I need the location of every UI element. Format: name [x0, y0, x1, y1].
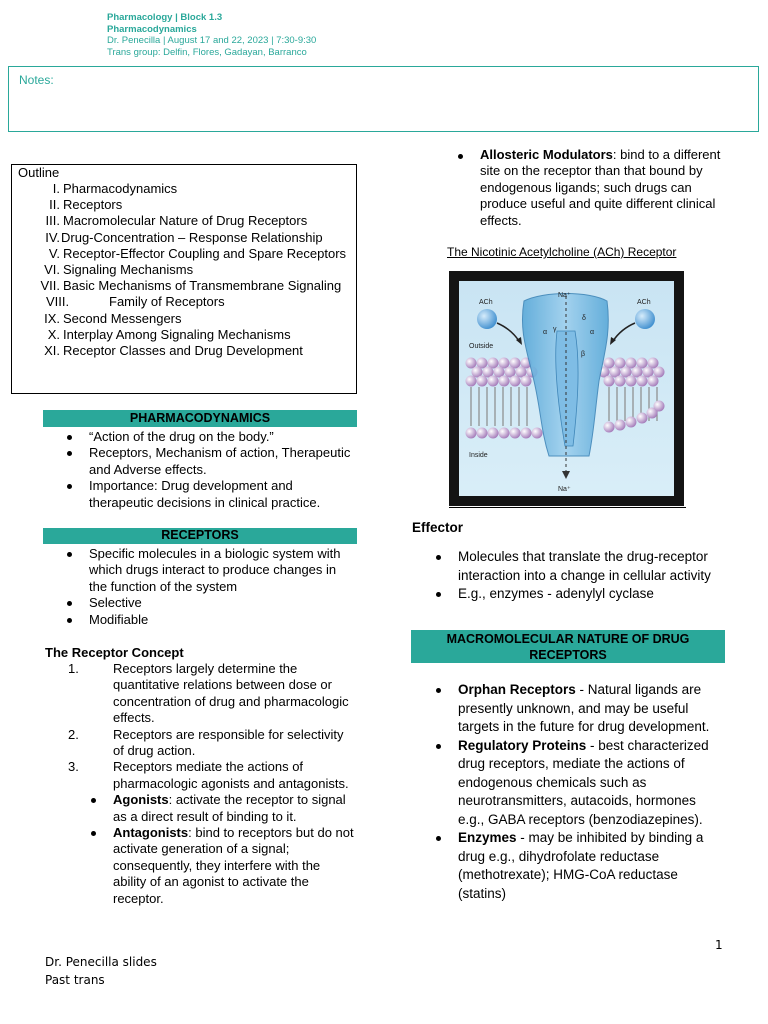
ach-right-label: ACh	[637, 299, 651, 306]
beta-label: β	[581, 351, 586, 358]
footer-source-1: Dr. Penecilla slides	[45, 955, 157, 969]
list-item: “Action of the drug on the body.”	[43, 429, 357, 445]
na-bottom-label: Na⁺	[558, 486, 571, 493]
outline-item: IX. Second Messengers	[44, 310, 182, 326]
receptors-heading: RECEPTORS	[43, 528, 357, 544]
notes-box[interactable]	[8, 66, 759, 132]
outline-item: II. Receptors	[49, 197, 123, 213]
list-item: Receptors, Mechanism of action, Therapeutic and Adverse effects.	[43, 445, 357, 478]
receptors-list	[43, 546, 357, 628]
receptor-diagram	[449, 271, 684, 506]
numbered-item: 3. Receptors mediate the actions of pharmacologic agonists and antagonists.	[68, 759, 349, 791]
footer-sources	[45, 953, 157, 989]
list-item: Enzymes - may be inhibited by binding a drug e.g., dihydrofolate reductase (methotrexate); HMG-CoA reductase (statins)	[412, 829, 722, 903]
ach-left-molecule	[477, 309, 497, 329]
course-title: Pharmacology | Block 1.3	[107, 12, 223, 23]
outline-list	[12, 181, 356, 359]
alpha-label: α	[543, 329, 548, 336]
list-item: Allosteric Modulators: bind to a different site on the receptor than that bound by endogenous ligands; such drugs can produce useful and quite different clinical effects.	[434, 147, 734, 229]
pharmacodynamics-list	[43, 429, 357, 511]
effector-heading: Effector	[412, 520, 464, 535]
outline-item: IV. Drug-Concentration – Response Relationship	[45, 229, 323, 245]
outline-item: III. Macromolecular Nature of Drug Receptors	[45, 213, 308, 229]
receptor-concept-heading: The Receptor Concept	[45, 645, 184, 660]
gamma-label: γ	[553, 326, 557, 333]
outline-item: VII. Basic Mechanisms of Transmembrane Signaling	[40, 278, 342, 294]
trans-group: Trans group: Delfin, Flores, Gadayan, Barranco	[107, 46, 307, 58]
topic-title: Pharmacodynamics	[107, 23, 197, 35]
ach-right-molecule	[635, 309, 655, 329]
notes-label: Notes:	[19, 73, 54, 87]
list-item: Importance: Drug development and therapeutic decisions in clinical practice.	[43, 478, 357, 511]
alpha-label-2: α	[590, 329, 595, 336]
page-header	[107, 12, 316, 58]
numbered-item: 1. Receptors largely determine the quantitative relations between dose or concentration of drug and pharmacologic effects.	[68, 661, 349, 726]
outline-item: XI. Receptor Classes and Drug Development	[44, 343, 303, 359]
page-number: 1	[715, 938, 723, 952]
agonist-antagonist-list	[45, 792, 355, 907]
list-item: Antagonists: bind to receptors but do not activate generation of a signal; consequently, they interfere with the ability of an agonist to activate the receptor.	[45, 825, 355, 907]
outline-item: VI. Signaling Mechanisms	[44, 262, 194, 278]
macromolecular-list	[412, 681, 722, 903]
ach-left-label: ACh	[479, 299, 493, 306]
allosteric-list	[434, 147, 734, 229]
outside-label: Outside	[469, 343, 494, 350]
lecturer-info: Dr. Penecilla | August 17 and 22, 2023 | 7:30-9:30	[107, 35, 317, 46]
outline-item: V. Receptor-Effector Coupling and Spare Receptors	[48, 245, 347, 261]
list-item: Modifiable	[43, 612, 357, 628]
list-item: Specific molecules in a biologic system with which drugs interact to produce changes in the function of the system	[43, 546, 357, 595]
pharmacodynamics-heading: PHARMACODYNAMICS	[43, 410, 357, 427]
list-item: E.g., enzymes - adenylyl cyclase	[412, 585, 732, 604]
list-item: Molecules that translate the drug-receptor interaction into a change in cellular activity	[412, 548, 732, 585]
na-top-label: Na⁺	[558, 292, 571, 299]
footer-source-2: Past trans	[45, 973, 105, 987]
numbered-item: 2. Receptors are responsible for selectivity of drug action.	[68, 726, 344, 759]
outline-box	[11, 164, 357, 394]
outline-title: Outline	[18, 165, 60, 180]
inside-label: Inside	[469, 452, 488, 459]
outline-item: I. Pharmacodynamics	[52, 181, 178, 196]
delta-label: δ	[582, 315, 586, 322]
figure-caption: The Nicotinic Acetylcholine (ACh) Receptor	[447, 245, 677, 259]
list-item: Selective	[43, 595, 357, 611]
list-item: Agonists: activate the receptor to signal as a direct result of binding to it.	[45, 792, 355, 825]
list-item: Orphan Receptors - Natural ligands are presently unknown, and may be useful targets in the future for drug development.	[412, 681, 722, 737]
figure-underline	[449, 507, 686, 508]
macromolecular-heading: MACROMOLECULAR NATURE OF DRUG RECEPTORS	[411, 630, 725, 663]
nicotinic-receptor-figure	[449, 271, 684, 506]
receptor-concept-list	[45, 661, 355, 907]
list-item: Regulatory Proteins - best characterized drug receptors, mediate the actions of endogenous chemicals such as neurotransmitters, autacoids, hormones e.g., GABA receptors (benzodiazepines).	[412, 737, 722, 830]
effector-list	[412, 548, 732, 604]
outline-item: VIII. Family of Receptors	[46, 294, 225, 310]
outline-item: X. Interplay Among Signaling Mechanisms	[47, 326, 291, 342]
